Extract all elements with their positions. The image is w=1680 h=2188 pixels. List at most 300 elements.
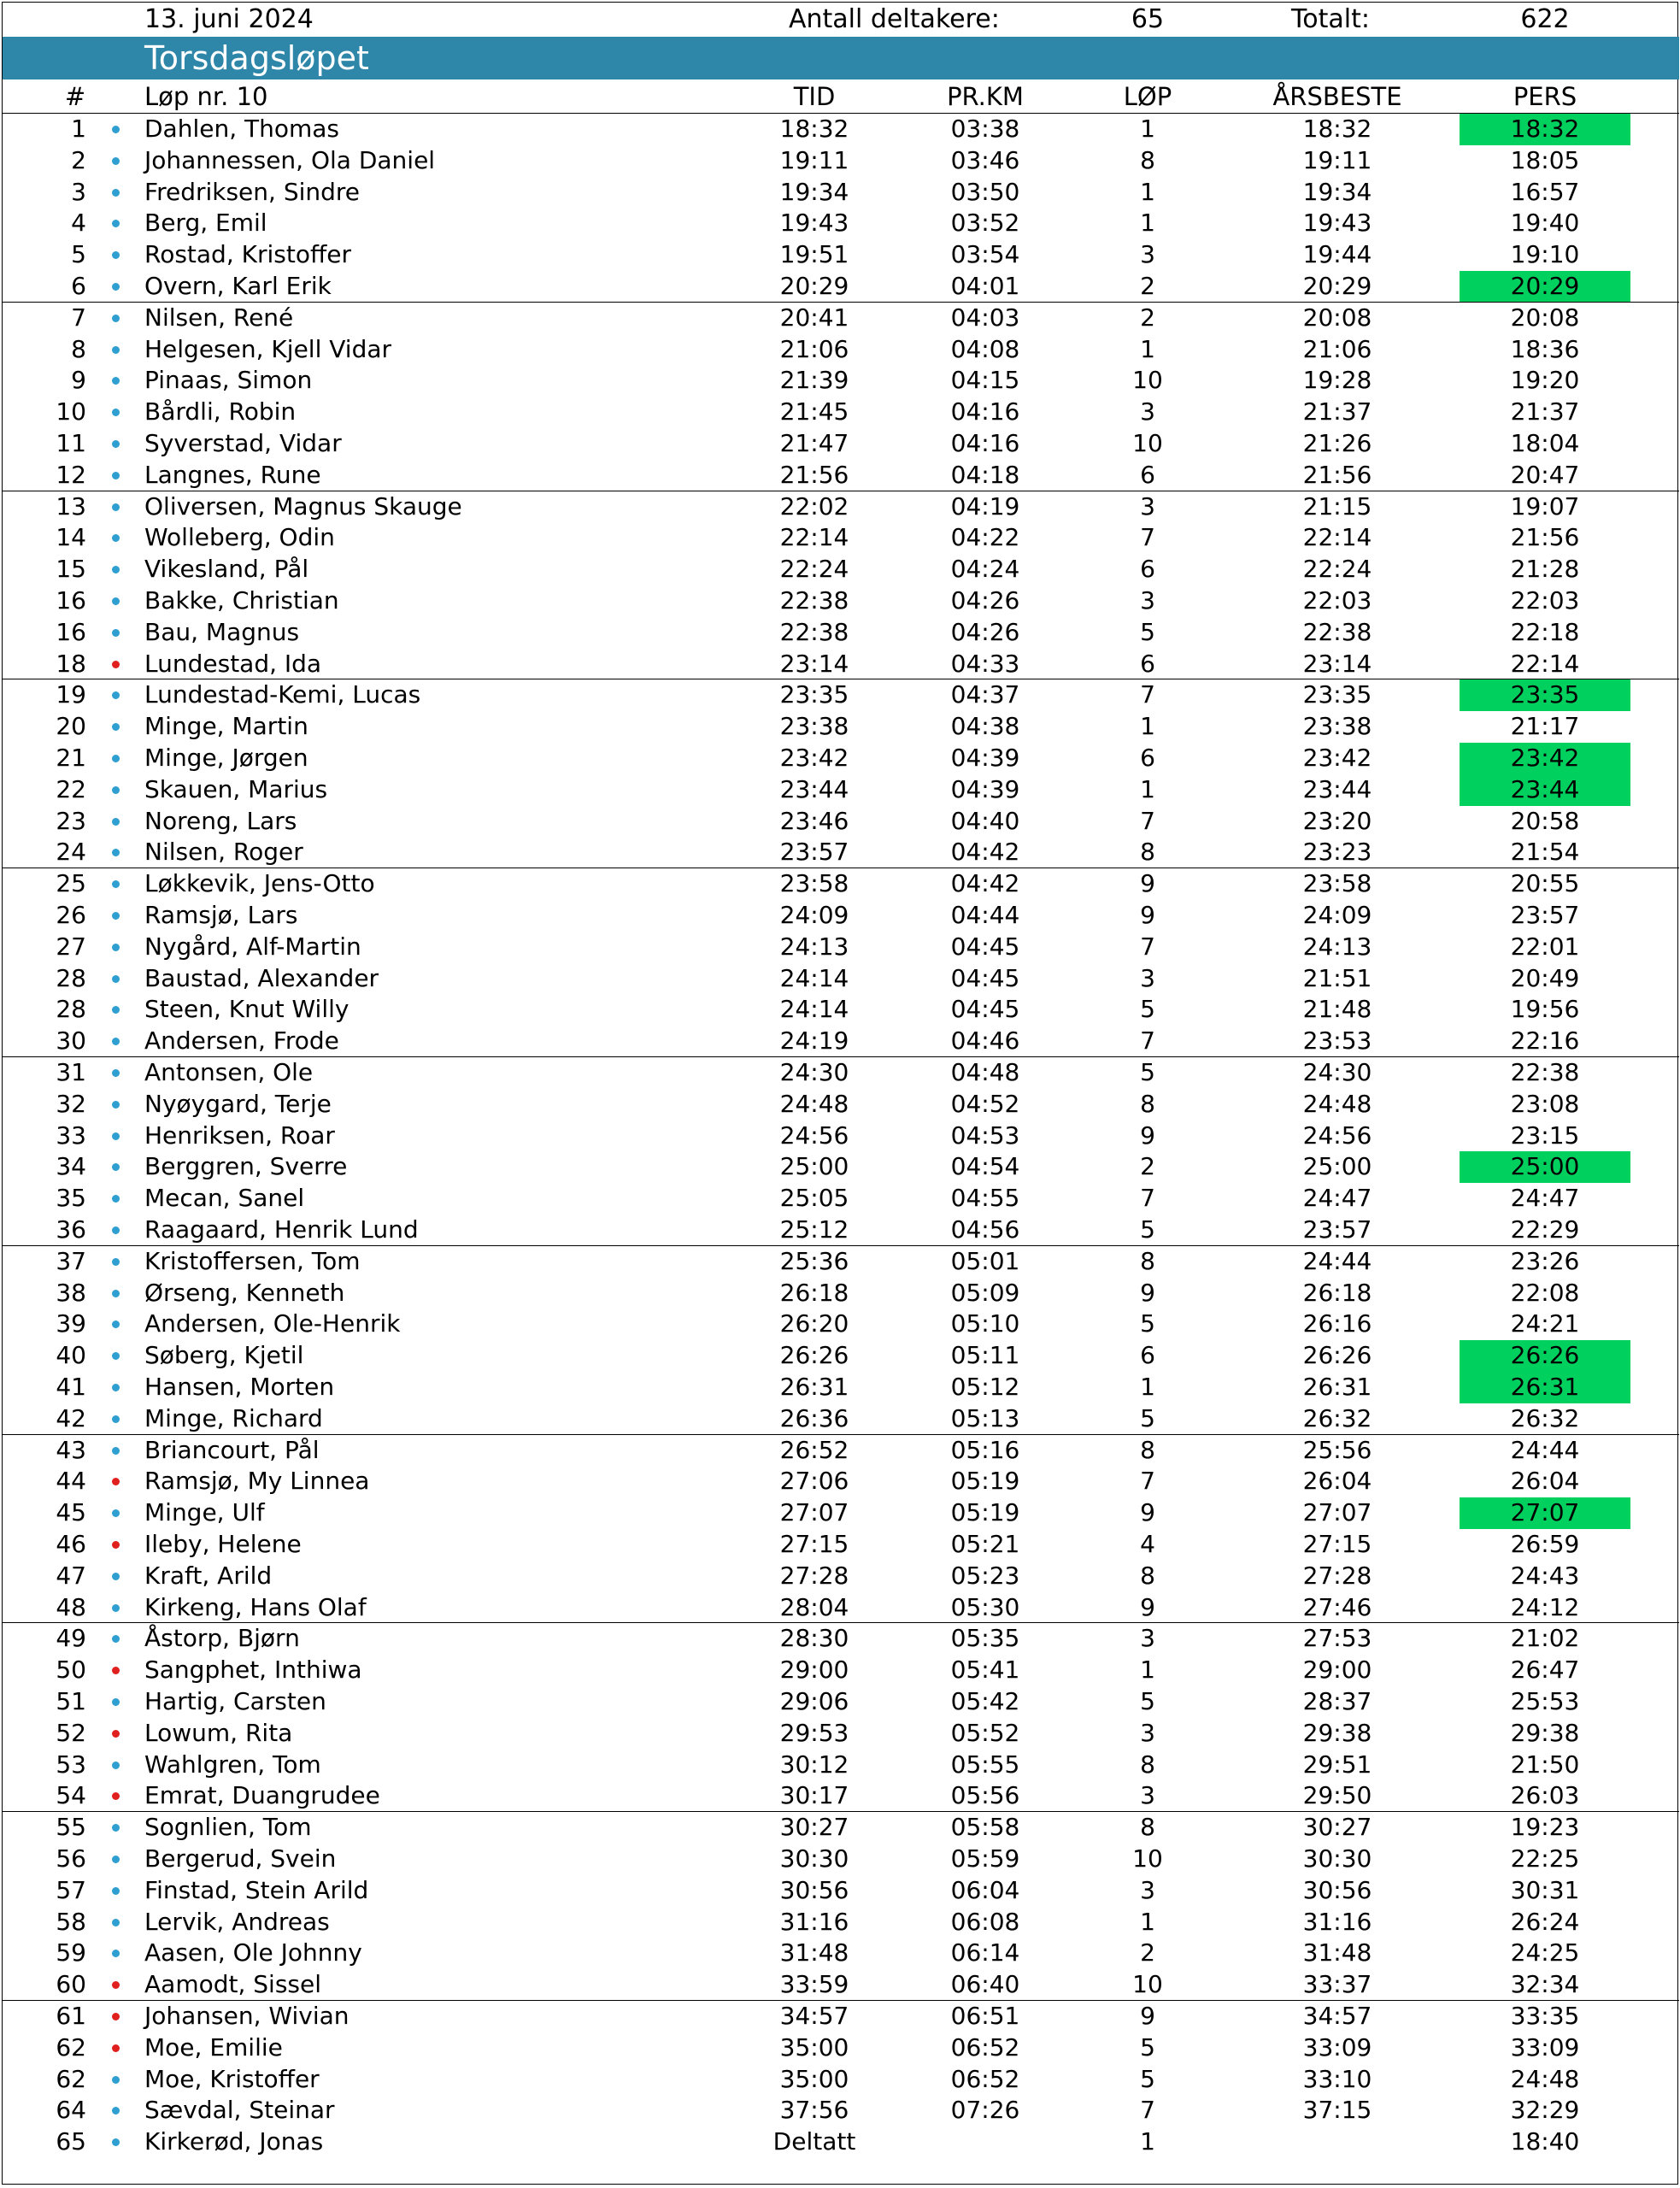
- pace-per-km: 04:08: [950, 334, 1020, 363]
- row-num: 12: [56, 460, 86, 489]
- table-row: [3, 2126, 1679, 2158]
- personal-best: 23:44: [1460, 774, 1630, 806]
- personal-best: 22:25: [1510, 1844, 1580, 1873]
- season-best: 33:10: [1302, 2064, 1372, 2093]
- row-num: 1: [71, 115, 86, 143]
- personal-best: 18:04: [1510, 429, 1580, 457]
- race-count: 8: [1140, 1089, 1155, 1118]
- race-count: 9: [1140, 1592, 1155, 1621]
- season-best: 29:51: [1302, 1750, 1372, 1779]
- personal-best: 22:38: [1510, 1058, 1580, 1086]
- title-banner: [3, 37, 1679, 79]
- personal-best: 33:09: [1510, 2032, 1580, 2062]
- runner-name: Skauen, Marius: [144, 774, 328, 803]
- row-num: 34: [56, 1152, 86, 1181]
- pace-per-km: 04:15: [950, 366, 1020, 395]
- row-num: 21: [56, 744, 86, 772]
- row-num: 54: [56, 1781, 86, 1810]
- pace-per-km: 04:48: [950, 1058, 1020, 1086]
- pace-per-km: 04:16: [950, 429, 1020, 457]
- male-marker-dot: [112, 1509, 120, 1517]
- personal-best: 22:01: [1510, 932, 1580, 961]
- runner-name: Vikesland, Pål: [144, 555, 309, 584]
- female-marker-dot: [112, 1478, 120, 1485]
- pace-per-km: 06:08: [950, 1907, 1020, 1936]
- male-marker-dot: [112, 912, 120, 920]
- row-num: 49: [56, 1624, 86, 1653]
- personal-best: 24:12: [1510, 1592, 1580, 1621]
- season-best: 26:18: [1302, 1278, 1372, 1307]
- pace-per-km: 04:42: [950, 838, 1020, 867]
- personal-best: 19:07: [1510, 491, 1580, 521]
- row-num: 36: [56, 1215, 86, 1244]
- male-marker-dot: [112, 1635, 120, 1643]
- table-row: [3, 1466, 1679, 1497]
- race-count: 1: [1140, 712, 1155, 741]
- row-num: 53: [56, 1750, 86, 1779]
- pace-per-km: 05:58: [950, 1813, 1020, 1842]
- runner-name: Aasen, Ole Johnny: [144, 1938, 362, 1967]
- table-row: [3, 1750, 1679, 1781]
- pace-per-km: 05:16: [950, 1435, 1020, 1464]
- pace-per-km: 05:09: [950, 1278, 1020, 1307]
- time: 23:42: [779, 744, 849, 772]
- row-num: 18: [56, 649, 86, 678]
- male-marker-dot: [112, 189, 120, 197]
- row-num: 51: [56, 1687, 86, 1715]
- table-row: [3, 1057, 1679, 1089]
- row-num: 45: [56, 1498, 86, 1527]
- race-count: 5: [1140, 1058, 1155, 1086]
- male-marker-dot: [112, 1320, 120, 1328]
- race-count: 5: [1140, 617, 1155, 646]
- female-marker-dot: [112, 2044, 120, 2052]
- male-marker-dot: [112, 818, 120, 826]
- time: 29:53: [779, 1718, 849, 1747]
- male-marker-dot: [112, 220, 120, 227]
- runner-name: Kraft, Arild: [144, 1561, 273, 1590]
- runner-name: Lervik, Andreas: [144, 1907, 330, 1936]
- male-marker-dot: [112, 1258, 120, 1266]
- time: 26:52: [779, 1435, 849, 1464]
- race-count: 2: [1140, 1938, 1155, 1967]
- runner-name: Lundestad, Ida: [144, 649, 322, 678]
- runner-name: Wolleberg, Odin: [144, 523, 335, 552]
- table-row: [3, 585, 1679, 617]
- race-count: 1: [1140, 1907, 1155, 1936]
- male-marker-dot: [112, 1384, 120, 1391]
- male-marker-dot: [112, 315, 120, 322]
- season-best: 23:35: [1302, 680, 1372, 709]
- pace-per-km: 06:04: [950, 1875, 1020, 1904]
- time: 24:19: [779, 1026, 849, 1056]
- runner-name: Johannessen, Ola Daniel: [144, 145, 436, 174]
- table-row: [3, 145, 1679, 177]
- personal-best: 24:48: [1510, 2064, 1580, 2093]
- season-best: 19:28: [1302, 366, 1372, 395]
- female-marker-dot: [112, 1730, 120, 1738]
- female-marker-dot: [112, 1981, 120, 1989]
- race-count: 6: [1140, 1341, 1155, 1370]
- table-row: [3, 1938, 1679, 1969]
- pace-per-km: 05:52: [950, 1718, 1020, 1747]
- personal-best: 23:42: [1460, 743, 1630, 774]
- personal-best: 18:32: [1460, 114, 1630, 145]
- table-row: [3, 1120, 1679, 1152]
- runner-name: Andersen, Ole-Henrik: [144, 1309, 401, 1338]
- race-count: 5: [1140, 995, 1155, 1024]
- time: 20:29: [779, 272, 849, 300]
- table-row: [3, 303, 1679, 334]
- race-count: 9: [1140, 2002, 1155, 2030]
- col-header-pr-km: PR.KM: [947, 82, 1024, 111]
- table-row: [3, 649, 1679, 680]
- season-best: 23:23: [1302, 838, 1372, 867]
- time: Deltatt: [772, 2127, 856, 2156]
- personal-best: 29:38: [1510, 1718, 1580, 1747]
- male-marker-dot: [112, 1352, 120, 1360]
- personal-best: 19:56: [1510, 995, 1580, 1024]
- table-row: [3, 994, 1679, 1026]
- time: 21:39: [779, 366, 849, 395]
- runner-name: Oliversen, Magnus Skauge: [144, 491, 462, 521]
- race-date: 13. juni 2024: [144, 4, 314, 34]
- runner-name: Baustad, Alexander: [144, 963, 379, 992]
- race-count: 10: [1132, 1970, 1163, 1999]
- table-row: [3, 397, 1679, 428]
- row-num: 23: [56, 806, 86, 835]
- runner-name: Bergerud, Svein: [144, 1844, 337, 1873]
- male-marker-dot: [112, 251, 120, 259]
- runner-name: Bau, Magnus: [144, 617, 300, 646]
- runner-name: Berg, Emil: [144, 209, 267, 238]
- time: 21:47: [779, 429, 849, 457]
- personal-best: 26:26: [1460, 1340, 1630, 1372]
- table-row: [3, 1215, 1679, 1246]
- col-header-arsbeste: ÅRSBESTE: [1272, 82, 1402, 111]
- pace-per-km: 05:11: [950, 1341, 1020, 1370]
- time: 29:00: [779, 1656, 849, 1685]
- table-row: [3, 932, 1679, 963]
- time: 24:30: [779, 1058, 849, 1086]
- race-count: 5: [1140, 2064, 1155, 2093]
- pace-per-km: 04:03: [950, 303, 1020, 332]
- pace-per-km: 06:52: [950, 2064, 1020, 2093]
- season-best: 22:38: [1302, 617, 1372, 646]
- season-best: 31:16: [1302, 1907, 1372, 1936]
- row-num: 33: [56, 1120, 86, 1150]
- male-marker-dot: [112, 440, 120, 448]
- runner-name: Henriksen, Roar: [144, 1120, 335, 1150]
- male-marker-dot: [112, 880, 120, 888]
- pace-per-km: 04:42: [950, 869, 1020, 898]
- season-best: 27:15: [1302, 1530, 1372, 1558]
- time: 26:26: [779, 1341, 849, 1370]
- season-best: 23:38: [1302, 712, 1372, 741]
- personal-best: 21:17: [1510, 712, 1580, 741]
- male-marker-dot: [112, 975, 120, 983]
- race-count: 1: [1140, 774, 1155, 803]
- personal-best: 20:29: [1460, 271, 1630, 303]
- col-header-tid: TID: [793, 82, 836, 111]
- row-num: 25: [56, 869, 86, 898]
- table-row: [3, 1309, 1679, 1340]
- race-count: 6: [1140, 744, 1155, 772]
- pace-per-km: 06:51: [950, 2002, 1020, 2030]
- table-row: [3, 1718, 1679, 1750]
- pace-per-km: 05:41: [950, 1656, 1020, 1685]
- row-num: 39: [56, 1309, 86, 1338]
- season-best: 26:31: [1302, 1373, 1372, 1401]
- personal-best: 20:08: [1510, 303, 1580, 332]
- season-best: 21:56: [1302, 460, 1372, 489]
- male-marker-dot: [112, 1132, 120, 1140]
- total-count: 622: [1520, 4, 1570, 34]
- table-row: [3, 868, 1679, 900]
- pace-per-km: 05:30: [950, 1592, 1020, 1621]
- table-row: [3, 679, 1679, 711]
- personal-best: 21:02: [1510, 1624, 1580, 1653]
- event-title: Torsdagsløpet: [144, 39, 369, 77]
- table-row: [3, 1497, 1679, 1529]
- runner-name: Mecan, Sanel: [144, 1184, 305, 1213]
- season-best: 19:11: [1302, 145, 1372, 174]
- time: 25:12: [779, 1215, 849, 1244]
- personal-best: 20:55: [1510, 869, 1580, 898]
- runner-name: Syverstad, Vidar: [144, 429, 342, 457]
- row-num: 59: [56, 1938, 86, 1967]
- male-marker-dot: [112, 723, 120, 731]
- personal-best: 23:35: [1460, 679, 1630, 711]
- time: 27:06: [779, 1467, 849, 1496]
- pace-per-km: 06:40: [950, 1970, 1020, 1999]
- pace-per-km: 04:38: [950, 712, 1020, 741]
- table-row: [3, 1875, 1679, 1907]
- table-row: [3, 1561, 1679, 1592]
- race-count: 10: [1132, 1844, 1163, 1873]
- season-best: 21:06: [1302, 334, 1372, 363]
- runner-name: Wahlgren, Tom: [144, 1750, 321, 1779]
- table-row: [3, 177, 1679, 209]
- table-row: [3, 963, 1679, 995]
- pace-per-km: 05:19: [950, 1498, 1020, 1527]
- race-count: 3: [1140, 397, 1155, 426]
- pace-per-km: 04:26: [950, 617, 1020, 646]
- pace-per-km: 03:46: [950, 145, 1020, 174]
- season-best: 27:07: [1302, 1498, 1372, 1527]
- row-num: 16: [56, 617, 86, 646]
- season-best: 25:56: [1302, 1435, 1372, 1464]
- table-row: [3, 1372, 1679, 1403]
- pace-per-km: 04:24: [950, 555, 1020, 584]
- table-row: [3, 806, 1679, 838]
- runner-name: Nilsen, René: [144, 303, 294, 332]
- pace-per-km: 06:52: [950, 2032, 1020, 2062]
- pace-per-km: 04:16: [950, 397, 1020, 426]
- season-best: 24:48: [1302, 1089, 1372, 1118]
- season-best: 19:44: [1302, 240, 1372, 269]
- time: 22:38: [779, 586, 849, 615]
- time: 21:56: [779, 460, 849, 489]
- time: 23:14: [779, 649, 849, 678]
- pace-per-km: 04:56: [950, 1215, 1020, 1244]
- race-count: 9: [1140, 1278, 1155, 1307]
- season-best: 21:48: [1302, 995, 1372, 1024]
- pace-per-km: 04:52: [950, 1089, 1020, 1118]
- personal-best: 26:59: [1510, 1530, 1580, 1558]
- male-marker-dot: [112, 1698, 120, 1706]
- pace-per-km: 05:56: [950, 1781, 1020, 1810]
- time: 19:34: [779, 177, 849, 206]
- table-row: [3, 1246, 1679, 1278]
- season-best: 23:42: [1302, 744, 1372, 772]
- row-num: 48: [56, 1592, 86, 1621]
- season-best: 25:00: [1302, 1152, 1372, 1181]
- table-row: [3, 1780, 1679, 1812]
- table-row: [3, 2095, 1679, 2126]
- pace-per-km: 05:35: [950, 1624, 1020, 1653]
- runner-name: Sævdal, Steinar: [144, 2096, 335, 2125]
- personal-best: 26:04: [1510, 1467, 1580, 1496]
- race-count: 3: [1140, 963, 1155, 992]
- table-row: [3, 743, 1679, 774]
- season-best: 23:44: [1302, 774, 1372, 803]
- row-num: 43: [56, 1435, 86, 1464]
- col-header-num: #: [64, 82, 86, 111]
- personal-best: 20:58: [1510, 806, 1580, 835]
- race-count: 3: [1140, 1781, 1155, 1810]
- personal-best: 22:08: [1510, 1278, 1580, 1307]
- row-num: 28: [56, 995, 86, 1024]
- row-num: 24: [56, 838, 86, 867]
- pace-per-km: 04:45: [950, 932, 1020, 961]
- pace-per-km: 05:42: [950, 1687, 1020, 1715]
- race-count: 5: [1140, 1309, 1155, 1338]
- personal-best: 24:44: [1510, 1435, 1580, 1464]
- personal-best: 19:10: [1510, 240, 1580, 269]
- male-marker-dot: [112, 346, 120, 354]
- pace-per-km: 05:21: [950, 1530, 1020, 1558]
- runner-name: Helgesen, Kjell Vidar: [144, 334, 392, 363]
- personal-best: 27:07: [1460, 1497, 1630, 1529]
- time: 27:28: [779, 1561, 849, 1590]
- male-marker-dot: [112, 283, 120, 291]
- runner-name: Nilsen, Roger: [144, 838, 303, 867]
- race-count: 5: [1140, 1403, 1155, 1432]
- race-count: 6: [1140, 649, 1155, 678]
- race-count: 3: [1140, 1875, 1155, 1904]
- row-num: 37: [56, 1246, 86, 1275]
- table-row: [3, 1655, 1679, 1686]
- table-row: [3, 208, 1679, 239]
- season-best: 22:24: [1302, 555, 1372, 584]
- pace-per-km: 05:13: [950, 1403, 1020, 1432]
- time: 25:36: [779, 1246, 849, 1275]
- row-num: 19: [56, 680, 86, 709]
- personal-best: 32:29: [1510, 2096, 1580, 2125]
- table-row: [3, 2001, 1679, 2032]
- male-marker-dot: [112, 2138, 120, 2146]
- male-marker-dot: [112, 472, 120, 479]
- personal-best: 19:40: [1510, 209, 1580, 238]
- female-marker-dot: [112, 661, 120, 668]
- row-num: 61: [56, 2002, 86, 2030]
- time: 18:32: [779, 115, 849, 143]
- time: 28:30: [779, 1624, 849, 1653]
- runner-name: Ramsjø, Lars: [144, 901, 298, 929]
- table-row: [3, 711, 1679, 743]
- race-count: 3: [1140, 240, 1155, 269]
- pace-per-km: 04:45: [950, 963, 1020, 992]
- race-count: 7: [1140, 1026, 1155, 1056]
- time: 27:07: [779, 1498, 849, 1527]
- season-best: 23:57: [1302, 1215, 1372, 1244]
- runner-name: Kirkerød, Jonas: [144, 2127, 324, 2156]
- male-marker-dot: [112, 1604, 120, 1612]
- male-marker-dot: [112, 755, 120, 762]
- male-marker-dot: [112, 534, 120, 542]
- runner-name: Hansen, Morten: [144, 1373, 335, 1401]
- runner-name: Sangphet, Inthiwa: [144, 1656, 362, 1685]
- time: 19:51: [779, 240, 849, 269]
- season-best: 24:56: [1302, 1120, 1372, 1150]
- personal-best: 23:57: [1510, 901, 1580, 929]
- season-best: 22:03: [1302, 586, 1372, 615]
- row-num: 28: [56, 963, 86, 992]
- personal-best: 26:32: [1510, 1403, 1580, 1432]
- time: 31:48: [779, 1938, 849, 1967]
- race-count: 7: [1140, 806, 1155, 835]
- time: 35:00: [779, 2064, 849, 2093]
- runner-name: Ileby, Helene: [144, 1530, 302, 1558]
- time: 24:14: [779, 963, 849, 992]
- female-marker-dot: [112, 2013, 120, 2020]
- race-count: 3: [1140, 491, 1155, 521]
- runner-name: Bårdli, Robin: [144, 397, 297, 426]
- season-best: 20:29: [1302, 272, 1372, 300]
- pace-per-km: 04:45: [950, 995, 1020, 1024]
- season-best: 30:27: [1302, 1813, 1372, 1842]
- row-num: 31: [56, 1058, 86, 1086]
- pace-per-km: 07:26: [950, 2096, 1020, 2125]
- personal-best: 22:14: [1510, 649, 1580, 678]
- runner-name: Åstorp, Bjørn: [144, 1624, 300, 1653]
- runner-name: Raagaard, Henrik Lund: [144, 1215, 419, 1244]
- male-marker-dot: [112, 1824, 120, 1832]
- time: 26:18: [779, 1278, 849, 1307]
- season-best: 21:15: [1302, 491, 1372, 521]
- runner-name: Noreng, Lars: [144, 806, 297, 835]
- table-row: [3, 1686, 1679, 1718]
- race-count: 1: [1140, 334, 1155, 363]
- table-row: [3, 2032, 1679, 2064]
- pace-per-km: 04:54: [950, 1152, 1020, 1181]
- season-best: 24:13: [1302, 932, 1372, 961]
- race-count: 3: [1140, 1624, 1155, 1653]
- time: 23:57: [779, 838, 849, 867]
- table-row: [3, 491, 1679, 523]
- row-num: 52: [56, 1718, 86, 1747]
- race-count: 7: [1140, 1184, 1155, 1213]
- personal-best: 21:37: [1510, 397, 1580, 426]
- time: 30:30: [779, 1844, 849, 1873]
- runner-name: Rostad, Kristoffer: [144, 240, 352, 269]
- runner-name: Dahlen, Thomas: [144, 115, 340, 143]
- personal-best: 24:25: [1510, 1938, 1580, 1967]
- total-label: Totalt:: [1291, 4, 1370, 34]
- race-count: 8: [1140, 145, 1155, 174]
- participants-label: Antall deltakere:: [789, 4, 1000, 34]
